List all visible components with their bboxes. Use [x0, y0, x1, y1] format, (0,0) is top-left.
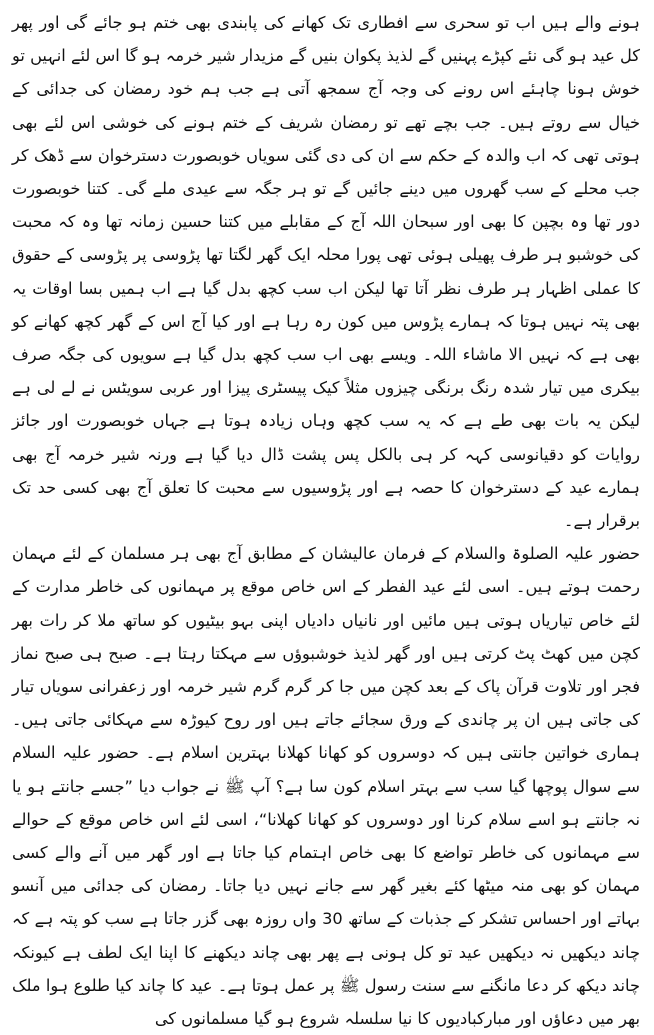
article-paragraph-1: ہونے والے ہیں اب تو سحری سے افطاری تک کھانے کی پابندی بھی ختم ہو جائے گی اور پھر کل عید ہو گی نئے کپڑے پہنیں گے لذیذ پکوان بنیں گے مزیدار شیر خرمہ ہو گا اس لئے انہیں تو خوش ہونا چاہئے اس رونے کی وجہ آج سمجھ آتی ہے جب ہم خود رمضان کی جدائی کے خیال سے روتے ہیں۔ جب بچے تھے تو رمضان شریف کے ختم ہونے کی خوشی اس لئے بھی ہوتی تھی کہ اب والدہ کے حکم سے ان کی دی گئی سویاں خوبصورت دسترخوان سے ڈھک کر جب محلے کے سب گھروں میں دینے جائیں گے تو ہر جگہ سے عیدی ملے گی۔ کتنا خوبصورت دور تھا وہ بچپن کا بھی اور سبحان اللہ آج کے مقابلے میں کتنا حسین زمانہ تھا وہ کہ محبت کی خوشبو ہر طرف پھیلی ہوئی تھی پورا محلہ ایک گھر لگتا تھا پڑوسی پر پڑوسی کے حقوق کا عملی اظہار ہر طرف نظر آتا تھا لیکن اب سب کچھ بدل گیا ہے اب ہمیں بسا اوقات یہ بھی پتہ نہیں ہوتا کہ ہمارے پڑوس میں کون رہ رہا ہے اور کیا آج اس کے گھر کچھ کھانے کو بھی ہے کہ نہیں الا ماشاء اللہ۔ ویسے بھی اب سب کچھ بدل گیا ہے سویوں کی جگہ صرف بیکری میں تیار شدہ رنگ برنگی چیزوں مثلاً کیک پیسٹری پیزا اور عربی سویٹس نے لے لی ہے لیکن یہ بات بھی طے ہے کہ یہ سب کچھ وہاں زیادہ ہوتا ہے جہاں خوبصورت اور جائز روایات کو دقیانوسی کہہ کر ہی بالکل پس پشت ڈال دیا گیا ہے ورنہ شیر خرمہ آج بھی ہمارے عید کے دسترخوان کا حصہ ہے اور پڑوسیوں سے محبت کا تعلق آج بھی کسی حد تک برقرار ہے۔: [12, 13, 640, 531]
article-paragraph-2: حضور علیہ الصلوۃ والسلام کے فرمان عالیشان کے مطابق آج بھی ہر مسلمان کے لئے مہمان رحمت ہوتے ہیں۔ اسی لئے عید الفطر کے اس خاص موقع پر مہمانوں کی خاطر مدارت کے لئے خاص تیاریاں ہوتی ہیں مائیں اور نانیاں دادیاں اپنی بہو بیٹیوں کو ساتھ ملا کر رات بھر کچن میں کھٹ پٹ کرتی ہیں اور گھر لذیذ خوشبوؤں سے مہکتا رہتا ہے۔ صبح ہی صبح نماز فجر اور تلاوت قرآن پاک کے بعد کچن میں جا کر گرم گرم شیر خرمہ اور زعفرانی سویاں تیار کی جاتی ہیں ان پر چاندی کے ورق سجائے جاتے ہیں اور روح کیوڑہ سے مہکائی جاتی ہیں۔ ہماری خواتین جانتی ہیں کہ دوسروں کو کھانا کھلانا بہترین اسلام ہے۔ حضور علیہ السلام سے سوال پوچھا گیا سب سے بہتر اسلام کون سا ہے؟ آپ ﷺ نے جواب دیا ”جسے جانتے ہو یا نہ جانتے ہو اسے سلام کرنا اور دوسروں کو کھانا کھلانا“، اسی لئے اس خاص موقع کے حوالے سے مہمانوں کی خاطر تواضع کا بھی خاص اہتمام کیا جاتا ہے اور گھر میں آنے والے کسی مہمان کو بھی منہ میٹھا کئے بغیر گھر سے جانے نہیں دیا جاتا۔ رمضان کی جدائی میں آنسو بہاتے اور احساس تشکر کے جذبات کے ساتھ 30 واں روزہ بھی گزر جاتا ہے سب کو پتہ ہے کہ چاند دیکھیں نہ دیکھیں عید تو کل ہونی ہے پھر بھی چاند دیکھنے کا اپنا ایک لطف ہے کیونکہ چاند دیکھ کر دعا مانگنے سے سنت رسول ﷺ پر عمل ہوتا ہے۔ عید کا چاند کیا طلوع ہوا ملک بھر میں دعاؤں اور مبارکبادیوں کا نیا سلسلہ شروع ہو گیا مسلمانوں کی: [12, 544, 640, 1029]
